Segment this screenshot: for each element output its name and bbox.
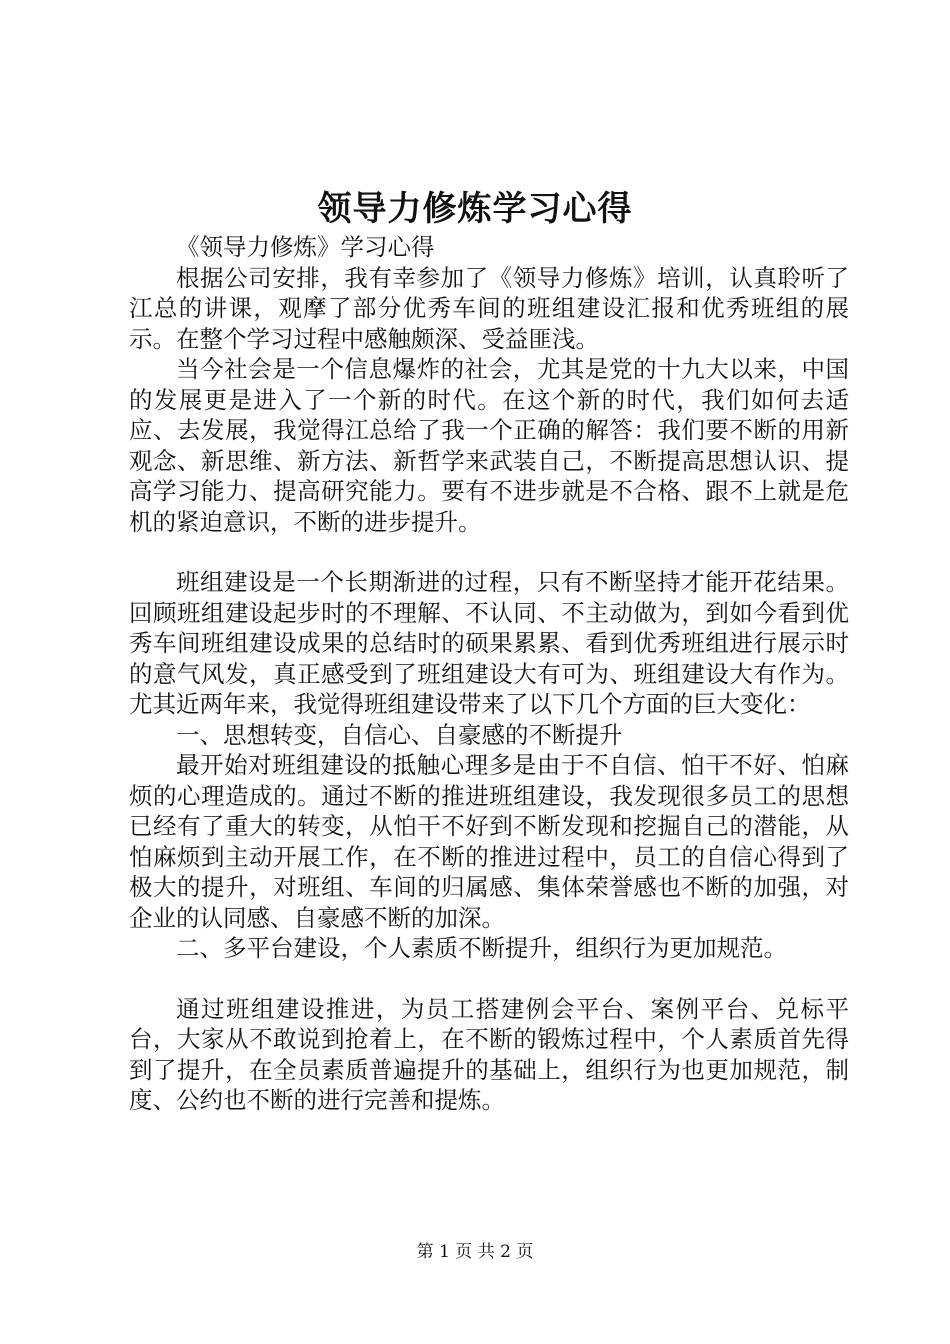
era-paragraph: 当今社会是一个信息爆炸的社会，尤其是党的十九大以来，中国的发展更是进入了一个新的时代。在这个新的时代，我们如何去适应、去发展，我觉得江总给了我一个正确的解答：我们要不断的用新观念、新思维、新方法、新哲学来武装自己，不断提高思想认识、提高学习能力、提高研究能力。要有不进步就是不合格、跟不上就是危机的紧迫意识，不断的进步提升。 <box>129 355 849 536</box>
page-title: 领导力修炼学习心得 <box>317 189 633 229</box>
subtitle-paragraph: 《领导力修炼》学习心得 <box>176 233 435 261</box>
intro-paragraph: 根据公司安排，我有幸参加了《领导力修炼》培训，认真聆听了江总的讲课，观摩了部分优秀车间的班组建设汇报和优秀班组的展示。在整个学习过程中感触颇深、受益匪浅。 <box>129 263 849 353</box>
section-2-paragraph: 通过班组建设推进，为员工搭建例会平台、案例平台、兑标平台，大家从不敢说到抢着上，在不断的锻炼过程中，个人素质首先得到了提升，在全员素质普遍提升的基础上，组织行为也更加规范，制度、公约也不断的进行完善和提炼。 <box>129 994 849 1114</box>
section-1-paragraph: 最开始对班组建设的抵触心理多是由于不自信、怕干不好、怕麻烦的心理造成的。通过不断的推进班组建设，我发现很多员工的思想已经有了重大的转变，从怕干不好到不断发现和挖掘自己的潜能，从怕麻烦到主动开展工作，在不断的推进过程中，员工的自信心得到了极大的提升，对班组、车间的归属感、集体荣誉感也不断的加强，对企业的认同感、自豪感不断的加深。 <box>129 751 849 932</box>
team-building-paragraph: 班组建设是一个长期渐进的过程，只有不断坚持才能开花结果。回顾班组建设起步时的不理解、不认同、不主动做为，到如今看到优秀车间班组建设成果的总结时的硕果累累、看到优秀班组进行展示时的意气风发，真正感受到了班组建设大有可为、班组建设大有作为。尤其近两年来，我觉得班组建设带来了以下几个方面的巨大变化： <box>129 568 849 718</box>
page-footer: 第 1 页 共 2 页 <box>416 1242 534 1262</box>
section-heading-2: 二、多平台建设，个人素质不断提升，组织行为更加规范。 <box>176 934 787 962</box>
section-heading-1: 一、思想转变，自信心、自豪感的不断提升 <box>176 720 623 749</box>
document-body <box>129 232 849 1116</box>
